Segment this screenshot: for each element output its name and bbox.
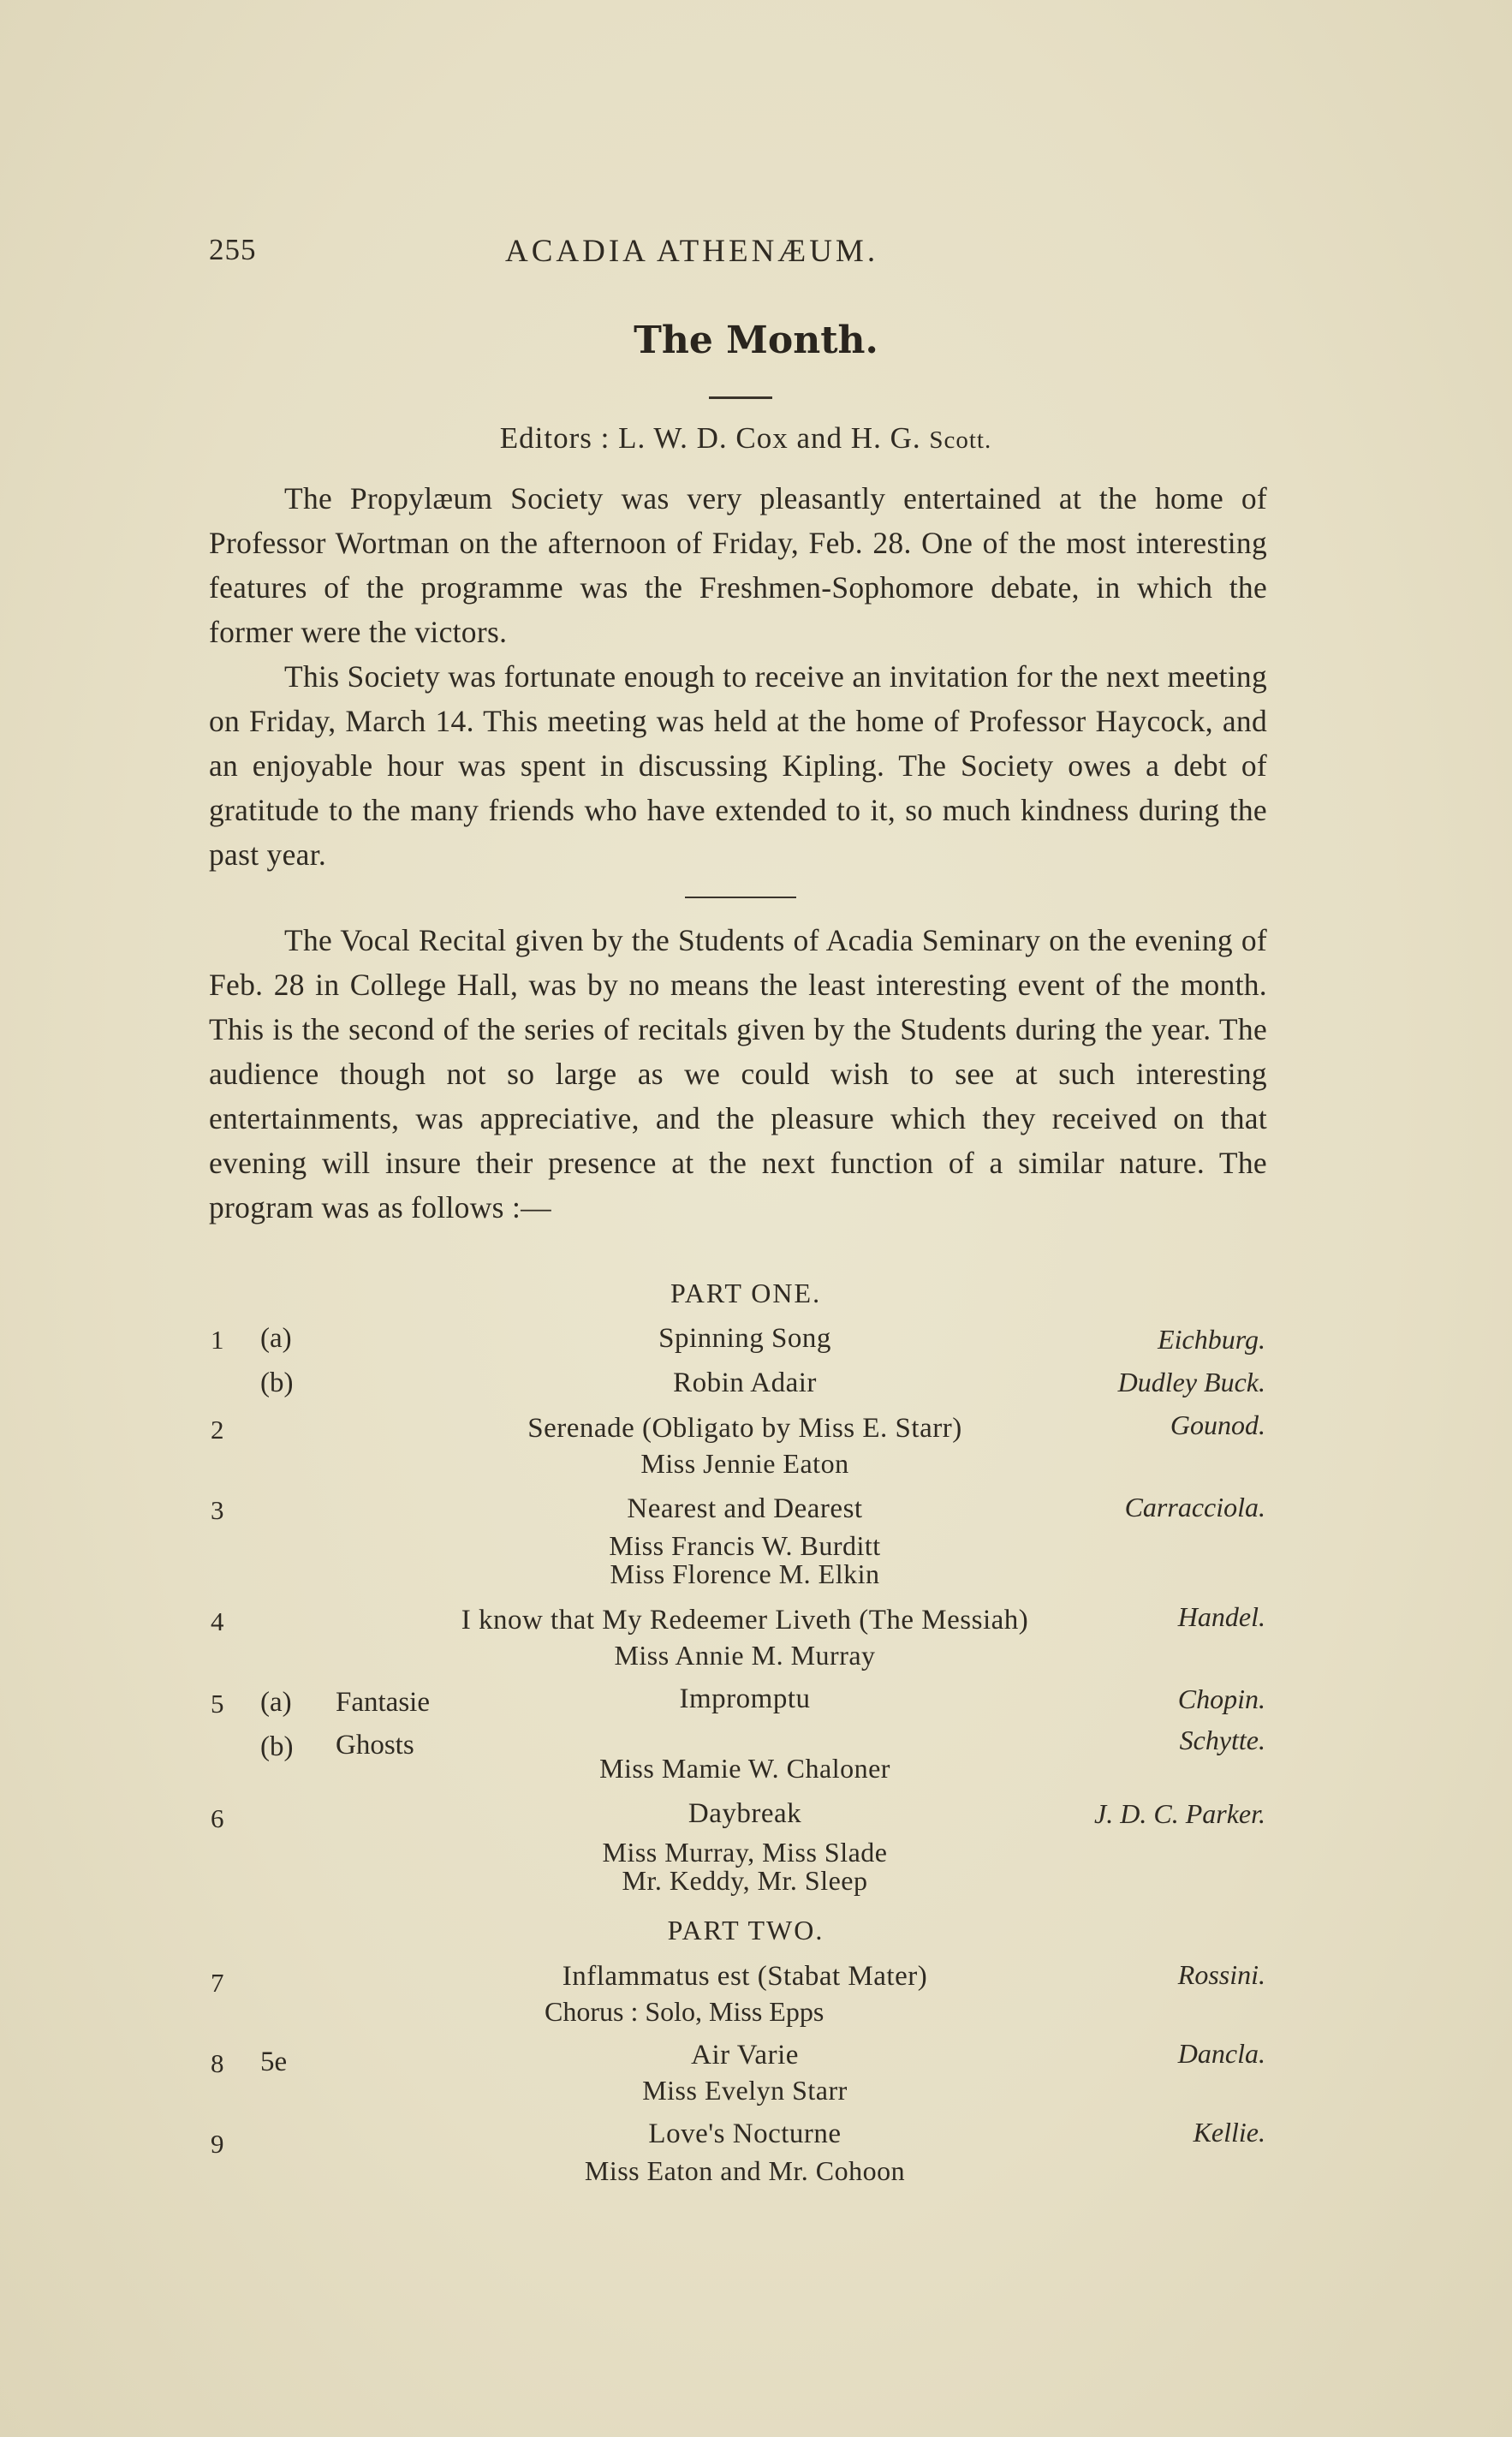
- editors-smallcaps: Scott.: [929, 426, 992, 454]
- item-piece: Inflammatus est (Stabat Mater): [562, 1961, 928, 1992]
- item-piece: Serenade (Obligato by Miss E. Starr): [527, 1413, 962, 1444]
- item-performers: Miss Murray, Miss Slade: [602, 1837, 888, 1868]
- item-composer: J. D. C. Parker.: [1094, 1798, 1265, 1829]
- item-piece: Impromptu: [679, 1683, 811, 1714]
- running-head: [209, 233, 1271, 276]
- item-composer: Eichburg.: [1158, 1324, 1265, 1355]
- item-composer: Schytte.: [1179, 1725, 1265, 1755]
- item-composer: Handel.: [1177, 1601, 1265, 1632]
- item-composer: Chopin.: [1177, 1683, 1265, 1714]
- item-piece: Love's Nocturne: [648, 2118, 842, 2149]
- item-piece: Nearest and Dearest: [627, 1493, 863, 1524]
- paragraph-society: [209, 654, 1267, 877]
- item-performers: Miss Mamie W. Chaloner: [599, 1753, 890, 1784]
- section-title: The Month.: [634, 319, 878, 362]
- item-number: 7: [211, 1968, 224, 1998]
- title-rule: [709, 396, 772, 399]
- item-composer: Gounod.: [1170, 1409, 1265, 1440]
- item-chorus: Chorus : Solo, Miss Epps: [545, 1996, 824, 2027]
- item-number: 9: [211, 2129, 224, 2159]
- item-performers: Miss Eaton and Mr. Cohoon: [584, 2155, 906, 2186]
- item-performers: Miss Jennie Eaton: [640, 1448, 849, 1479]
- part-two-heading: PART TWO.: [667, 1915, 824, 1945]
- page-number: 255: [209, 233, 257, 266]
- item-sub: (a): [260, 1323, 292, 1354]
- item-extra: Fantasie: [336, 1687, 430, 1718]
- part-one-heading: PART ONE.: [670, 1278, 822, 1308]
- item-number: 6: [211, 1803, 224, 1833]
- item-piece: Daybreak: [688, 1798, 802, 1829]
- item-piece: Air Varie: [691, 2040, 799, 2071]
- item-number: 5: [211, 1689, 224, 1719]
- journal-title: ACADIA ATHENÆUM.: [505, 234, 879, 269]
- item-piece: I know that My Redeemer Liveth (The Messiah): [461, 1605, 1029, 1636]
- editors-text: Editors : L. W. D. Cox and H. G.: [499, 421, 930, 455]
- item-piece: Robin Adair: [673, 1367, 817, 1398]
- item-number: 8: [211, 2048, 224, 2078]
- item-number: 4: [211, 1606, 224, 1636]
- item-composer: Kellie.: [1193, 2117, 1265, 2148]
- item-composer: Carracciola.: [1124, 1492, 1265, 1522]
- item-number: 3: [211, 1495, 224, 1525]
- paragraph-text: This Society was fortunate enough to receive an invitation for the next meeting on Friday, March 14. This meeting was held at the home of Professor Haycock, and an enjoyable hour was spent in discussing Kipling. The Society owes a debt of gratitude to the many friends who have extended to it, so much kindness during the past year.: [209, 659, 1267, 872]
- item-composer: Dudley Buck.: [1117, 1367, 1265, 1397]
- section-divider: [685, 897, 796, 898]
- item-performers: Miss Evelyn Starr: [642, 2075, 848, 2106]
- item-sub: (b): [260, 1367, 294, 1398]
- paragraph-text: The Vocal Recital given by the Students of Acadia Seminary on the evening of Feb. 28 in College Hall, was by no means the least interesting event of the month. This is the second of the series of recitals given by the Students during the year. The audience though not so large as we could wish to see at such interesting entertainments, was appreciative, and the pleasure which they received on that evening will insure their presence at the next function of a similar nature. The program was as follows :—: [209, 923, 1267, 1224]
- item-composer: Dancla.: [1177, 2038, 1265, 2069]
- item-sub: 5e: [260, 2047, 288, 2077]
- item-composer: Rossini.: [1177, 1959, 1265, 1990]
- paragraph-propylaeum: [209, 476, 1267, 654]
- item-performers-2: Mr. Keddy, Mr. Sleep: [622, 1865, 868, 1896]
- paragraph-recital: [209, 918, 1267, 1230]
- editors-line: [0, 421, 1491, 456]
- item-performers-2: Miss Florence M. Elkin: [610, 1558, 880, 1589]
- paragraph-text: The Propylæum Society was very pleasantly entertained at the home of Professor Wortman on the afternoon of Friday, Feb. 28. One of the most interesting features of the programme was the Freshmen-Sophomore debate, in which the former were the victors.: [209, 481, 1267, 649]
- item-sub: (b): [260, 1731, 294, 1762]
- item-performers: Miss Francis W. Burditt: [609, 1530, 881, 1561]
- item-piece: Spinning Song: [658, 1323, 831, 1354]
- item-extra: Ghosts: [336, 1730, 414, 1761]
- item-number: 1: [211, 1325, 224, 1355]
- item-sub: (a): [260, 1687, 292, 1718]
- item-number: 2: [211, 1415, 224, 1445]
- item-performers: Miss Annie M. Murray: [614, 1640, 876, 1671]
